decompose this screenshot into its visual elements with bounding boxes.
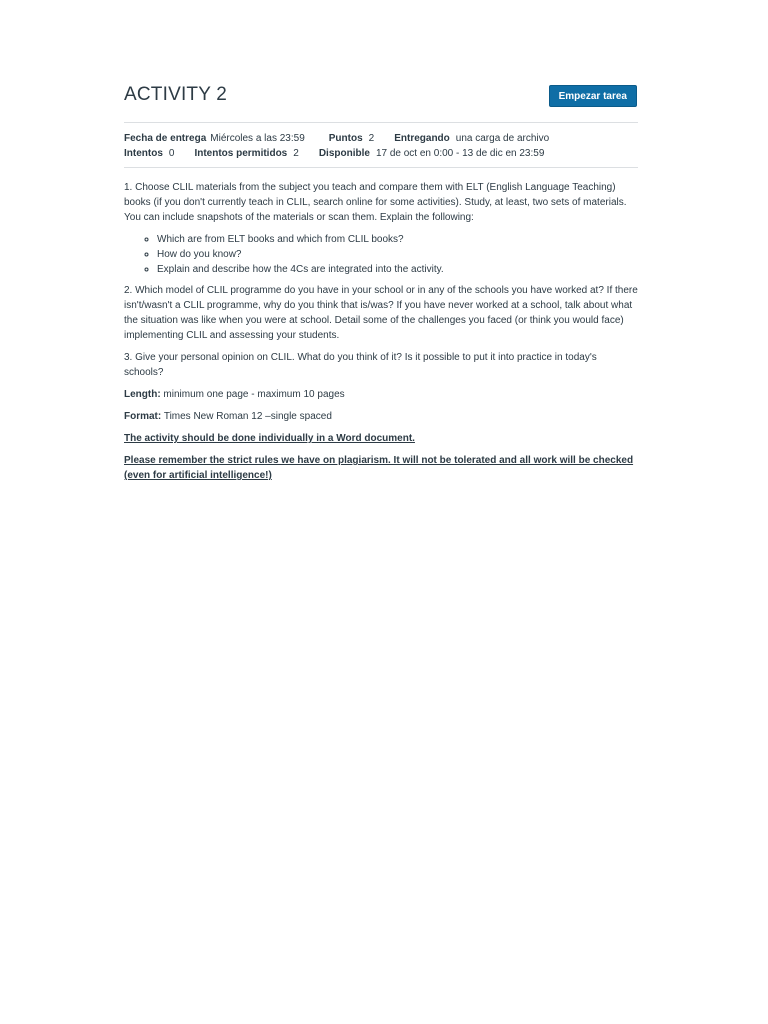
due-label: Fecha de entrega xyxy=(124,133,207,144)
due-value: Miércoles a las 23:59 xyxy=(210,133,305,144)
start-assignment-button[interactable]: Empezar tarea xyxy=(549,85,637,107)
details-row-2 xyxy=(124,146,638,161)
format-value: Times New Roman 12 –single spaced xyxy=(161,411,332,422)
assignment-description xyxy=(124,168,638,483)
points-value: 2 xyxy=(368,133,375,144)
submitting-label: Entregando xyxy=(394,133,450,144)
length-requirement xyxy=(124,387,638,402)
question-1-list xyxy=(124,232,638,277)
individual-note: The activity should be done individually in a Word document. xyxy=(124,433,415,444)
assignment-page xyxy=(124,80,638,490)
allowed-attempts-label: Intentos permitidos xyxy=(194,148,288,159)
available-value: 17 de oct en 0:00 - 13 de dic en 23:59 xyxy=(375,148,545,159)
allowed-attempts-value: 2 xyxy=(293,148,299,159)
format-label: Format: xyxy=(124,411,162,422)
question-1: 1. Choose CLIL materials from the subject you teach and compare them with ELT (English Language Teaching) books (if you don't currently teach in CLIL, search online for some activities). Study, at least, two sets of materials. You can include snapshots of the materials or scan them. Explain the following: xyxy=(124,182,627,223)
length-value: minimum one page - maximum 10 pages xyxy=(160,389,345,400)
assignment-details xyxy=(124,123,638,168)
length-label: Length: xyxy=(124,389,161,400)
question-3: 3. Give your personal opinion on CLIL. What do you think of it? Is it possible to put it into practice in today's schools? xyxy=(124,352,597,378)
points-label: Puntos xyxy=(328,133,363,144)
list-item: ◦ Explain and describe how the 4Cs are integrated into the activity. xyxy=(157,262,638,277)
assignment-header xyxy=(124,80,638,123)
attempts-value: 0 xyxy=(168,148,175,159)
submitting-value: una carga de archivo xyxy=(455,133,550,144)
details-row-1 xyxy=(124,131,638,146)
available-label: Disponible xyxy=(318,148,370,159)
list-item: ◦ Which are from ELT books and which from CLIL books? xyxy=(157,232,638,247)
attempts-label: Intentos xyxy=(124,148,163,159)
list-item: ◦ How do you know? xyxy=(157,247,638,262)
assignment-title: ACTIVITY 2 xyxy=(124,84,228,105)
format-requirement xyxy=(124,409,638,424)
question-2: 2. Which model of CLIL programme do you have in your school or in any of the schools you have worked at? If there isn't/wasn't a CLIL programme, why do you think that is/was? If you have never worked at a school, talk about what the situation was like when you were at school. Detail some of the challenges you faced (or think you would face) implementing CLIL and assessing your students. xyxy=(124,285,638,341)
plagiarism-note: Please remember the strict rules we have on plagiarism. It will not be tolerated and all work will be checked (even for artificial intelligence!) xyxy=(124,455,634,481)
